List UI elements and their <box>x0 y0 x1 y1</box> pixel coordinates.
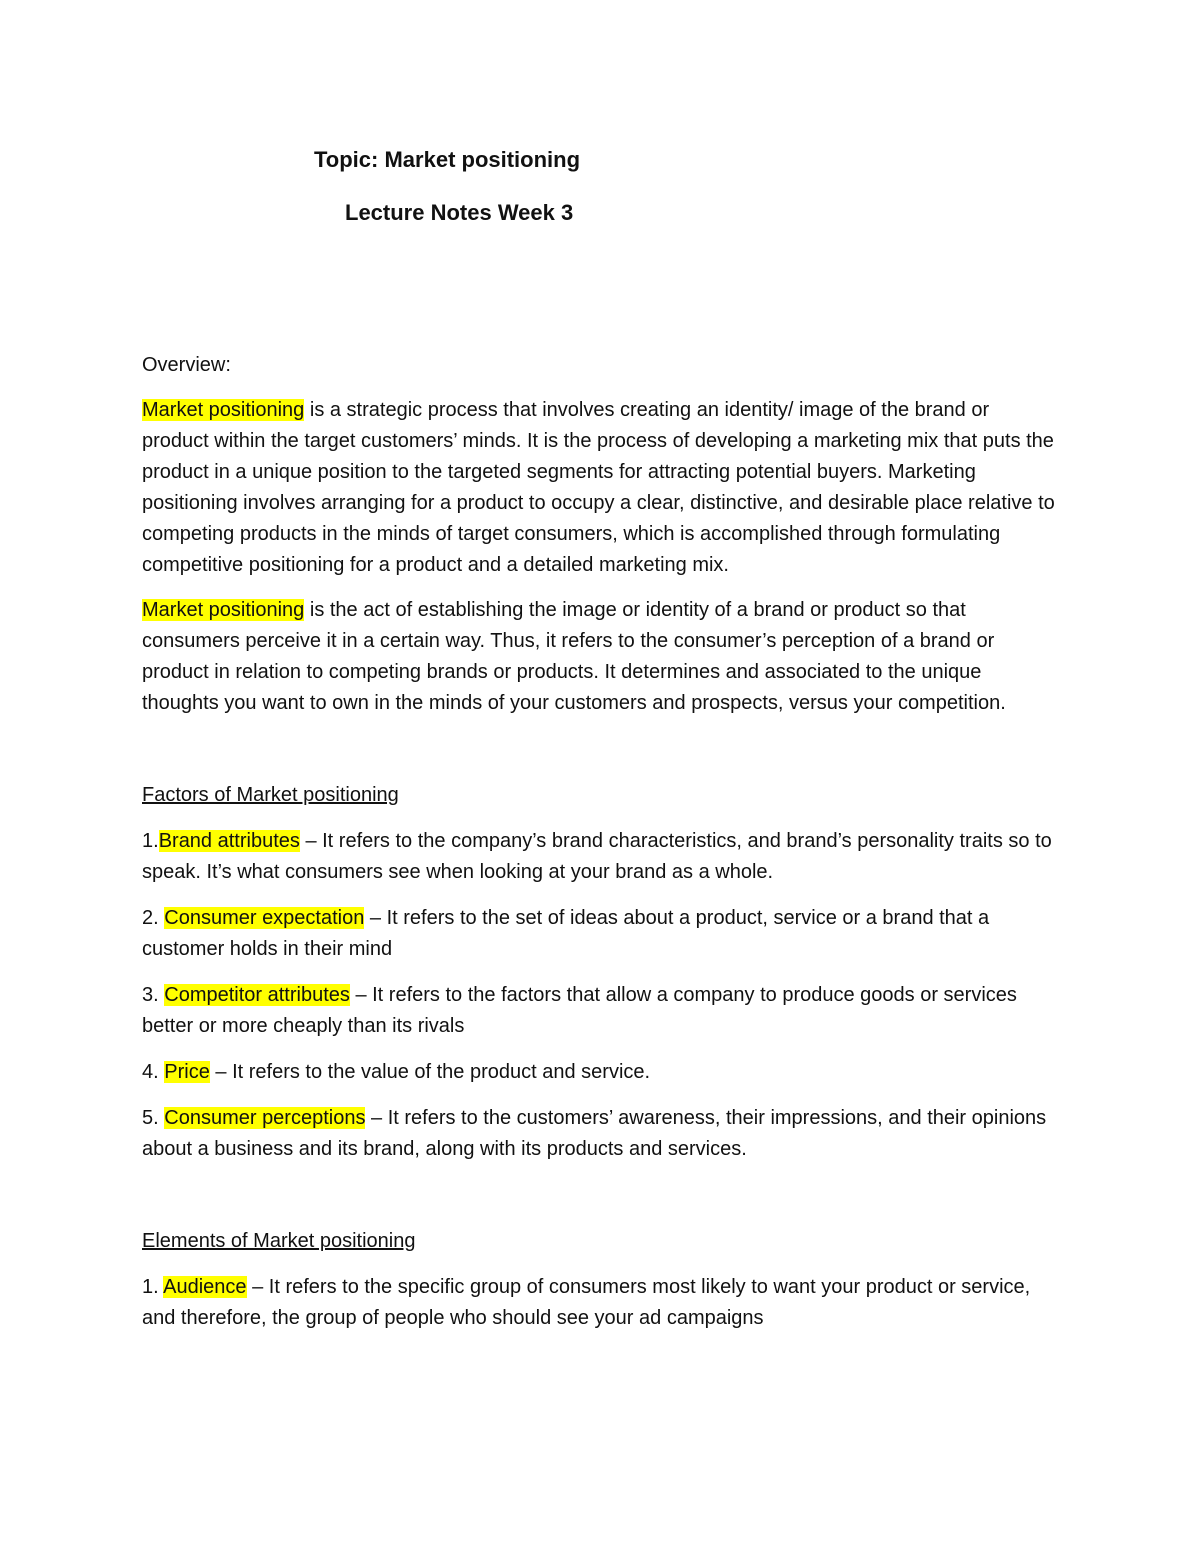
highlighted-term: Competitor attributes <box>164 984 350 1006</box>
paragraph-text: is the act of establishing the image or identity of a brand or product so that consumers perceive it in a certain way. Thus, it refers to the consumer’s perception of a brand or product in relation to competing brands or products. It determines and associated to the unique thoughts you want to own in the minds of your customers and prospects, versus your competition. <box>142 599 1006 714</box>
item-text: – It refers to the set of ideas about a product, service or a brand that a customer holds in their mind <box>142 907 990 960</box>
overview-paragraph-2 <box>142 595 1060 719</box>
paragraph-text: is a strategic process that involves creating an identity/ image of the brand or product within the target customers’ minds. It is the process of developing a marketing mix that puts the product in a unique position to the targeted segments for attracting potential buyers. Marketing positioning involves arranging for a product to occupy a clear, distinctive, and desirable place relative to competing products in the minds of target consumers, which is accomplished through formulating competitive positioning for a product and a detailed marketing mix. <box>142 399 1055 576</box>
item-text: – It refers to the customers’ awareness, their impressions, and their opinions about a business and its brand, along with its products and services. <box>142 1107 1047 1160</box>
factor-item-4 <box>142 1057 1060 1088</box>
highlighted-term: Price <box>164 1061 210 1083</box>
item-number: 4. <box>142 1061 165 1083</box>
item-number: 3. <box>142 984 165 1006</box>
item-text: – It refers to the value of the product and service. <box>209 1061 651 1083</box>
item-number: 5. <box>142 1107 165 1129</box>
document-body <box>142 350 1060 1334</box>
factor-item-1 <box>142 826 1060 888</box>
highlighted-term: Audience <box>163 1276 247 1298</box>
factors-heading: Factors of Market positioning <box>142 784 399 806</box>
lecture-subtitle: Lecture Notes Week 3 <box>345 200 574 225</box>
highlighted-term: Market positioning <box>142 599 305 621</box>
element-item-1 <box>142 1272 1060 1334</box>
item-text: – It refers to the company’s brand characteristics, and brand’s personality traits so to speak. It’s what consumers see when looking at your brand as a whole. <box>142 830 1052 883</box>
highlighted-term: Consumer expectation <box>164 907 365 929</box>
overview-label: Overview: <box>142 354 231 376</box>
item-number: 1. <box>142 1276 164 1298</box>
item-number: 2. <box>142 907 165 929</box>
topic-title: Topic: Market positioning <box>314 147 581 172</box>
item-number: 1. <box>142 830 159 852</box>
highlighted-term: Brand attributes <box>158 830 300 852</box>
factor-item-3 <box>142 980 1060 1042</box>
elements-heading: Elements of Market positioning <box>142 1230 416 1252</box>
highlighted-term: Market positioning <box>142 399 305 421</box>
highlighted-term: Consumer perceptions <box>164 1107 366 1129</box>
overview-paragraph-1 <box>142 395 1060 581</box>
factor-item-2 <box>142 903 1060 965</box>
item-text: – It refers to the factors that allow a company to produce goods or services better or more cheaply than its rivals <box>142 984 1017 1037</box>
item-text: – It refers to the specific group of consumers most likely to want your product or service, and therefore, the group of people who should see your ad campaigns <box>142 1276 1031 1329</box>
factor-item-5 <box>142 1103 1060 1165</box>
